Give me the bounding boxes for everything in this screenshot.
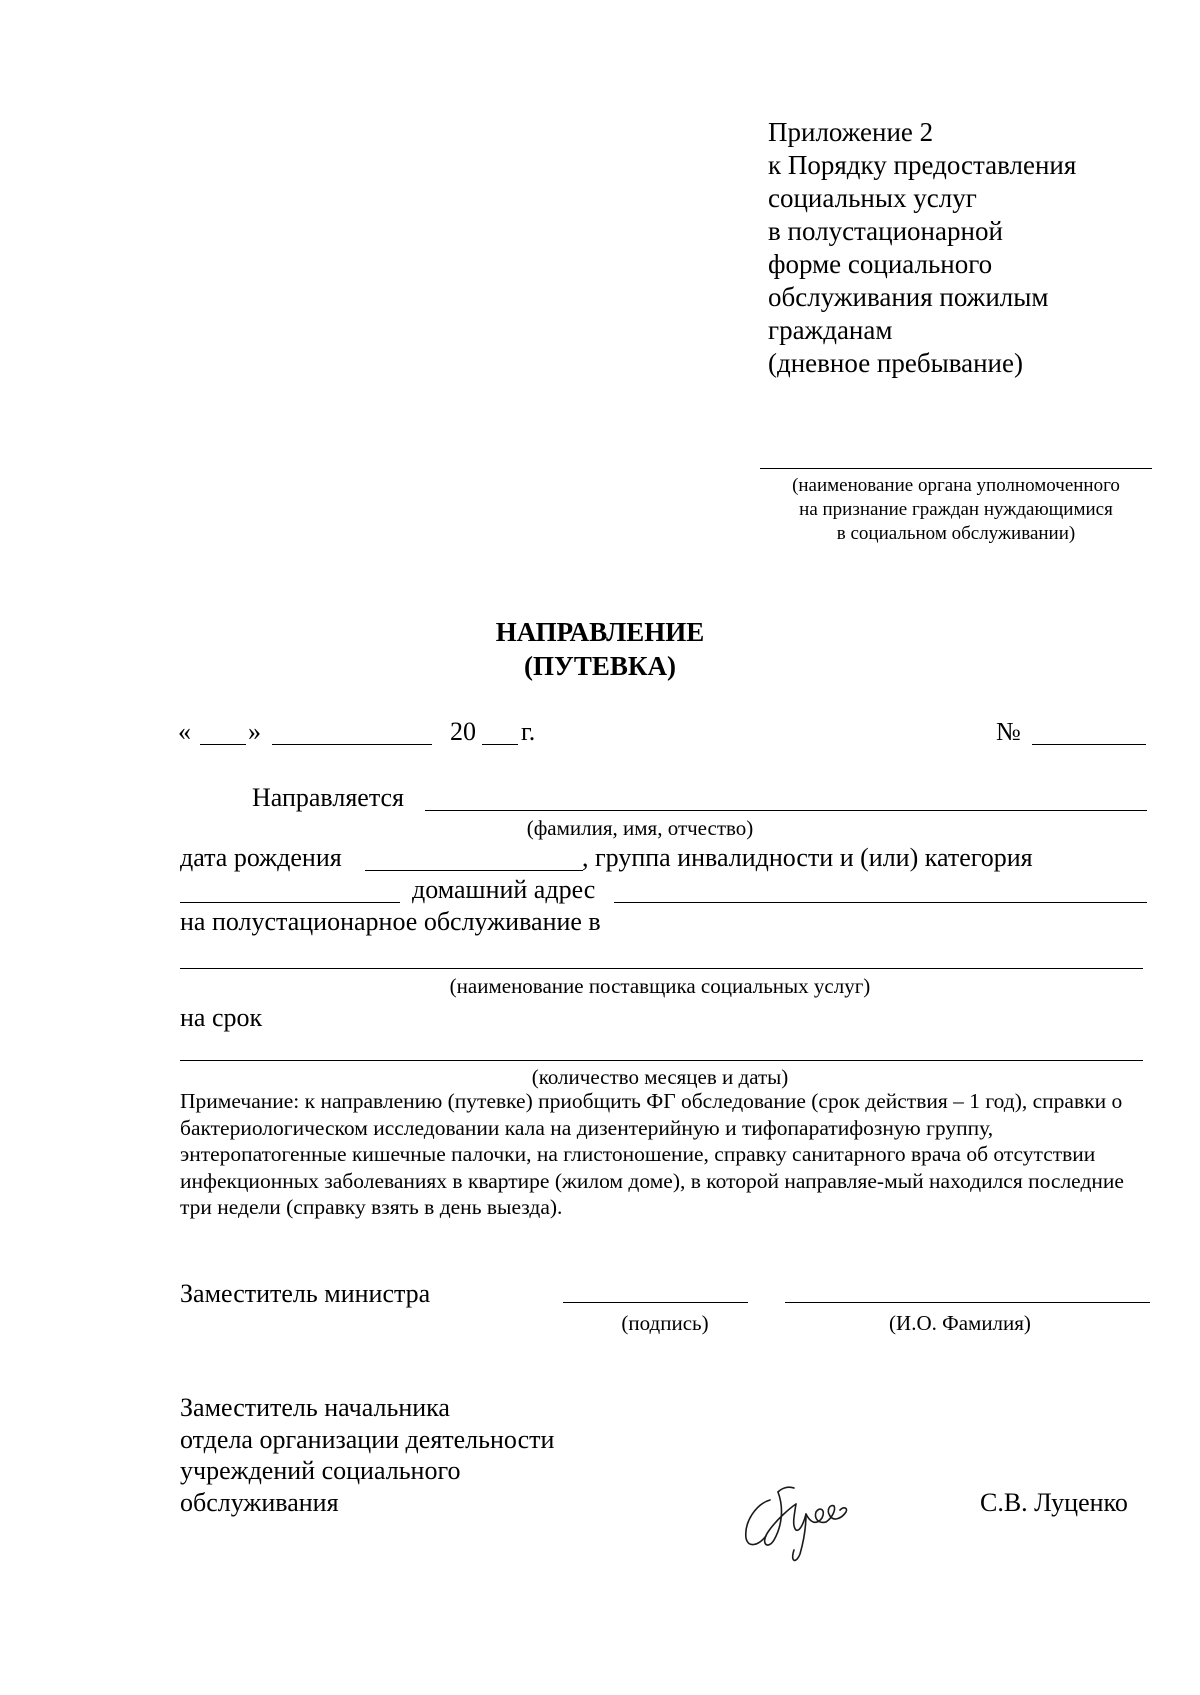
document-title-line2: (ПУТЕВКА): [524, 651, 676, 681]
fio-blank: [425, 810, 1147, 811]
appendix-line: гражданам: [768, 315, 893, 345]
footer-position-line: Заместитель начальника: [180, 1393, 450, 1422]
provider-caption: (наименование поставщика социальных услуг): [449, 974, 871, 998]
address-label: домашний адрес: [412, 875, 596, 904]
authority-name-blank: [760, 468, 1152, 469]
term-label: на срок: [180, 1003, 263, 1032]
signatory-name: С.В. Луценко: [980, 1488, 1128, 1517]
close-quote: »: [248, 717, 261, 746]
signature-caption: (подпись): [621, 1311, 709, 1335]
service-label: на полустационарное обслуживание в: [180, 907, 601, 936]
note-paragraph: Примечание: к направлению (путевке) приобщить ФГ обследование (срок действия – 1 год), справки о бактериологическом исследовании кала на дизентерийную и тифопаратифозную группу, энтеропатогенные кишечные палочки, на глистоношение, справку санитарного врача об отсутствии инфекционных заболеваниях в квартире (жилом доме), в которой направляе-мый находился последние три недели (справку взять в день выезда).: [180, 1089, 1124, 1219]
appendix-line: форме социального: [768, 249, 993, 279]
birth-date-blank: [365, 870, 583, 871]
document-title-line1: НАПРАВЛЕНИЕ: [495, 617, 705, 647]
authority-caption-line: на признание граждан нуждающимися: [799, 499, 1113, 520]
year-suffix: г.: [521, 717, 536, 746]
signature-blank: [563, 1302, 748, 1303]
number-blank: [1032, 744, 1146, 745]
document-title: [0, 615, 1200, 683]
number-sign: №: [996, 717, 1021, 746]
footer-position: [180, 1392, 554, 1518]
address-blank: [614, 902, 1147, 903]
authority-caption-line: в социальном обслуживании): [836, 523, 1076, 544]
name-blank: [785, 1302, 1150, 1303]
appendix-line: к Порядку предоставления: [768, 150, 1077, 180]
birth-label: дата рождения: [180, 843, 342, 872]
year-blank: [482, 744, 518, 745]
day-blank: [200, 744, 246, 745]
deputy-minister-label: Заместитель министра: [180, 1279, 431, 1308]
term-blank: [180, 1060, 1143, 1061]
sent-label: Направляется: [252, 783, 405, 812]
appendix-line: Приложение 2: [768, 117, 934, 147]
appendix-line: обслуживания пожилым: [768, 282, 1049, 312]
category-blank: [180, 902, 400, 903]
footer-position-line: отдела организации деятельности: [180, 1424, 555, 1454]
appendix-line: (дневное пребывание): [768, 348, 1023, 378]
term-caption: (количество месяцев и даты): [531, 1065, 789, 1089]
disability-label: , группа инвалидности и (или) категория: [582, 843, 1033, 872]
open-quote: «: [178, 717, 191, 746]
handwritten-signature: [738, 1478, 888, 1568]
name-caption: (И.О. Фамилия): [889, 1311, 1031, 1335]
year-prefix: 20: [450, 717, 476, 746]
month-blank: [272, 744, 432, 745]
fio-caption: (фамилия, имя, отчество): [526, 816, 754, 840]
appendix-line: социальных услуг: [768, 183, 977, 213]
appendix-line: в полустационарной: [768, 216, 1003, 246]
authority-caption-line: (наименование органа уполномоченного: [792, 475, 1120, 496]
footer-position-line: учреждений социального: [180, 1456, 461, 1485]
footer-position-line: обслуживания: [180, 1487, 339, 1517]
appendix-header: [768, 116, 1076, 380]
authority-caption: [752, 474, 1160, 546]
provider-blank: [180, 968, 1143, 969]
